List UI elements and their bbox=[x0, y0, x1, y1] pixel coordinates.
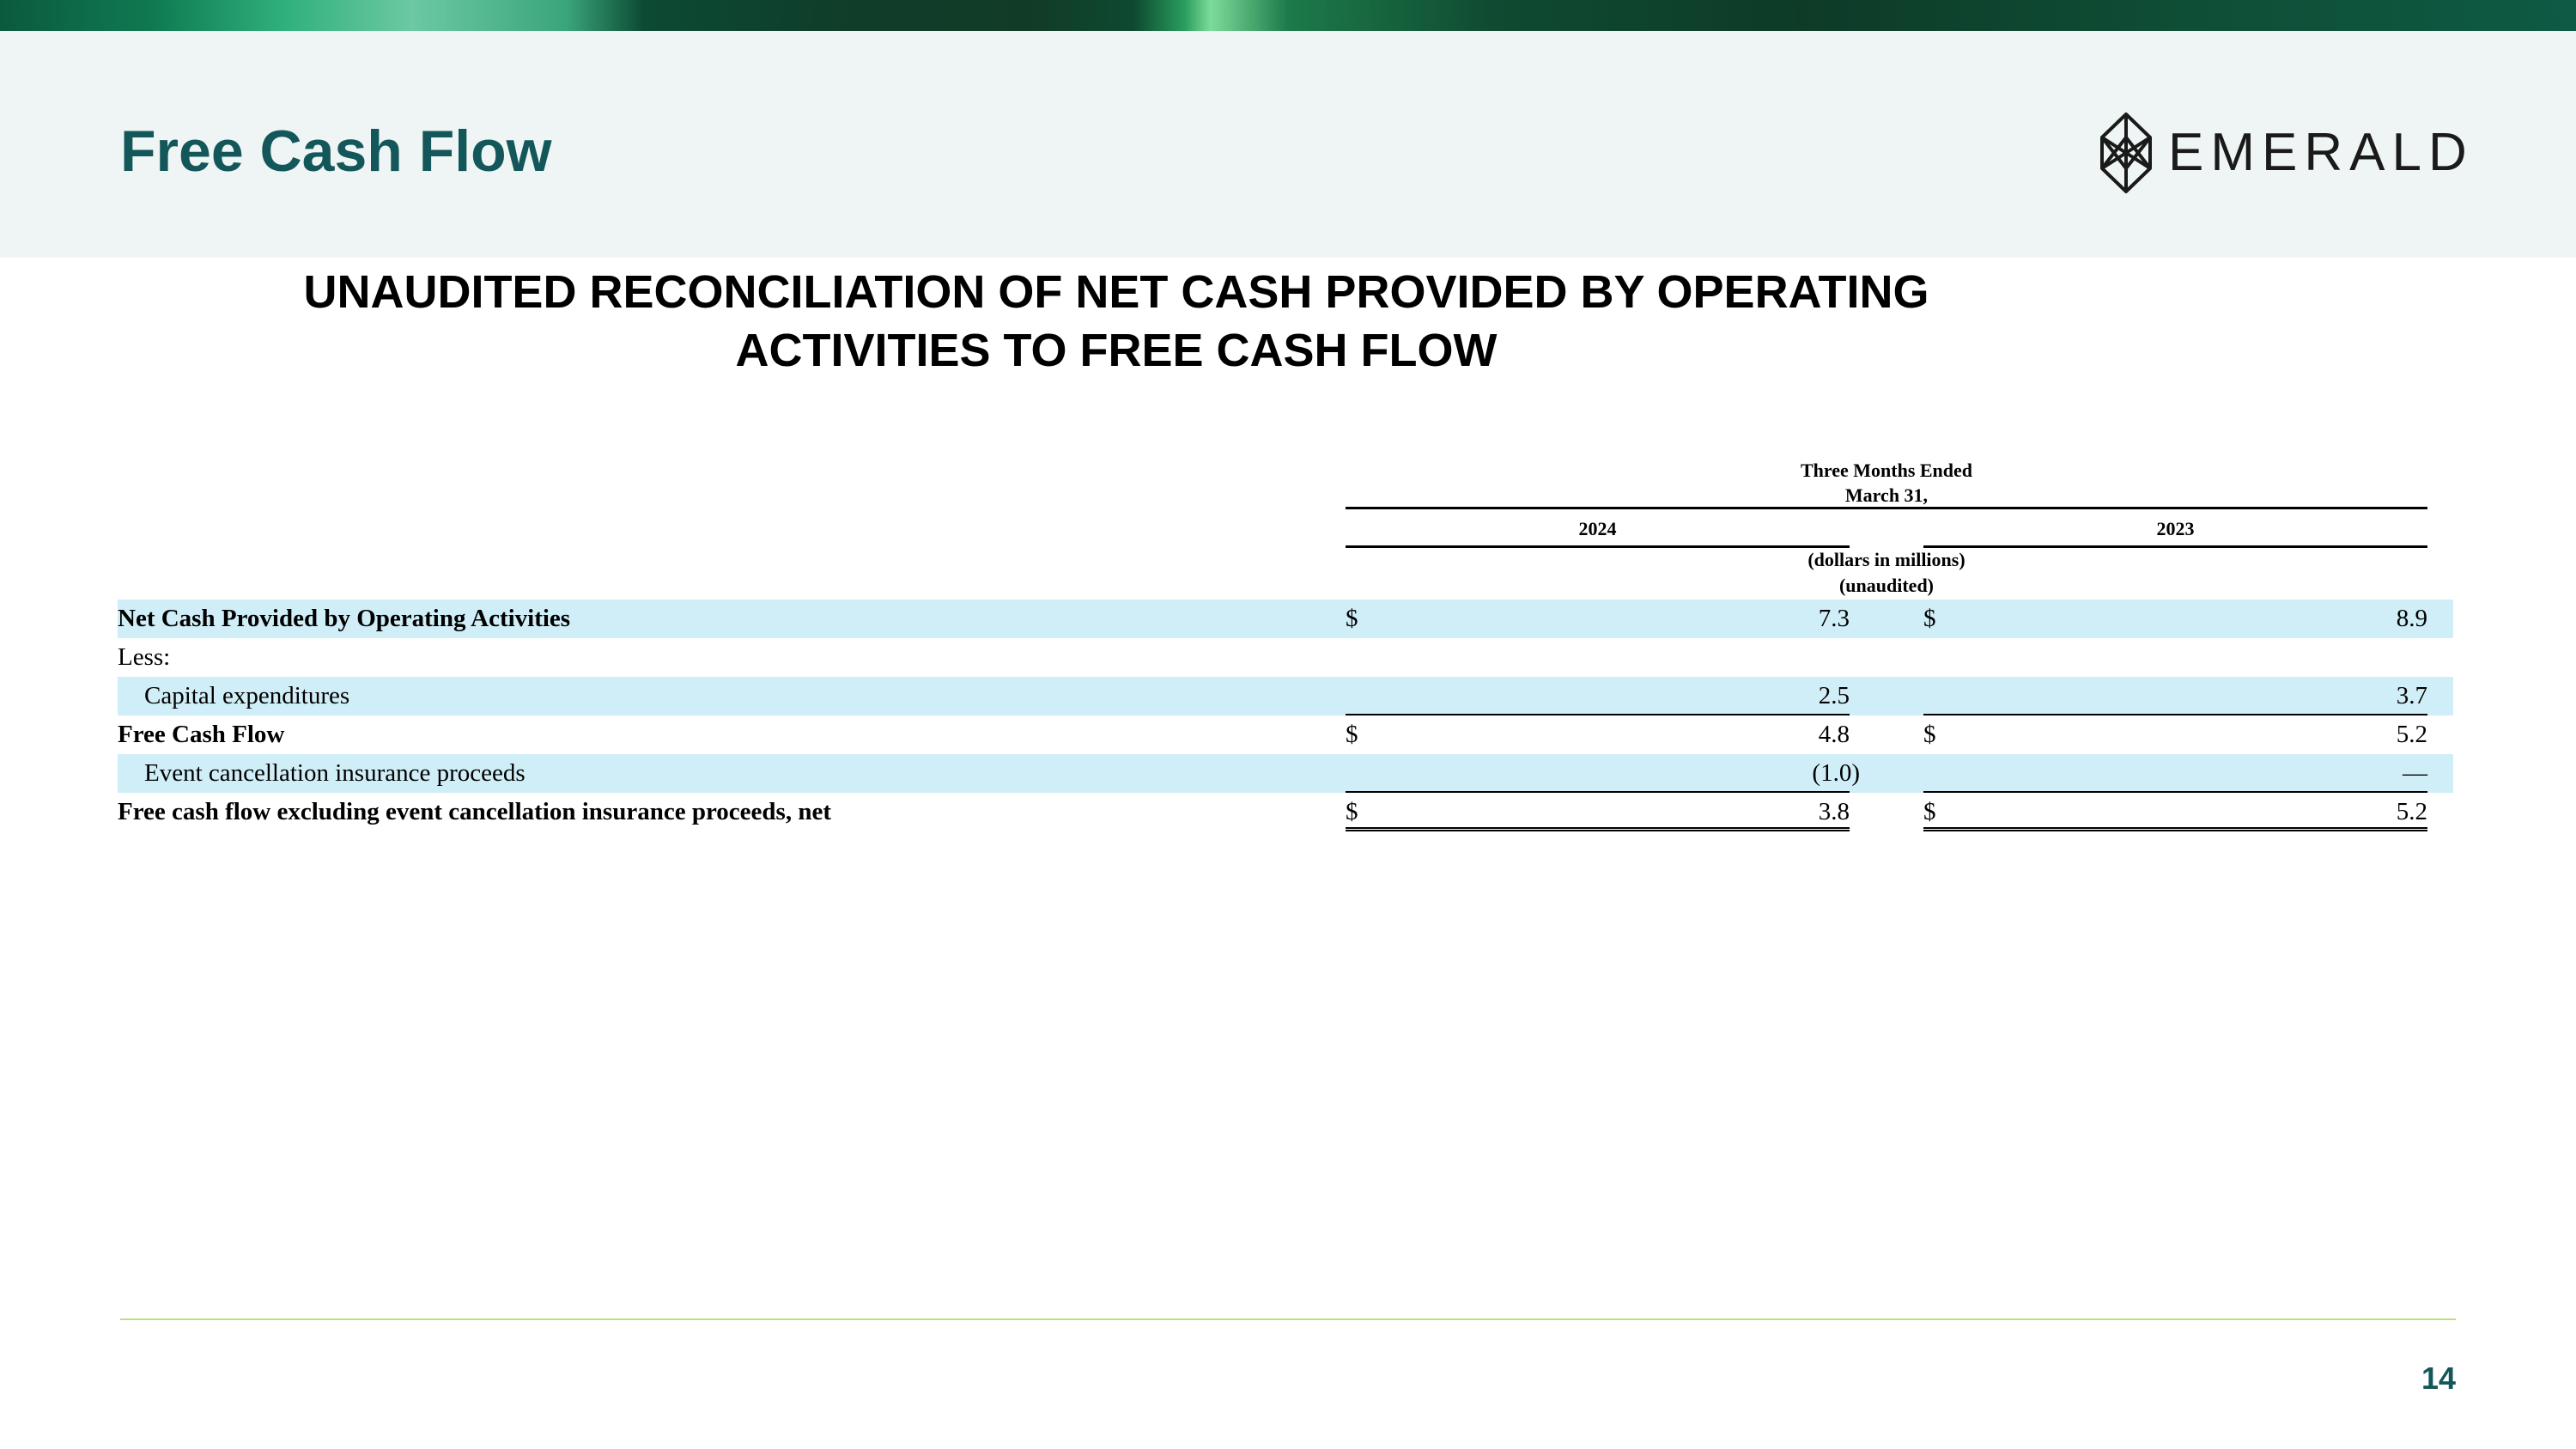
row-label: Free Cash Flow bbox=[118, 721, 285, 748]
table-row bbox=[118, 793, 2453, 831]
page-number: 14 bbox=[2421, 1361, 2456, 1396]
value-2023: — bbox=[2403, 759, 2427, 787]
period-label-1: Three Months Ended bbox=[1800, 460, 1973, 481]
total-double-rule-2024 bbox=[1346, 827, 1850, 831]
row-label: Net Cash Provided by Operating Activities bbox=[118, 605, 571, 632]
table-row bbox=[118, 638, 2453, 677]
value-2024: 4.8 bbox=[1818, 721, 1850, 748]
currency-symbol: $ bbox=[1923, 605, 1936, 632]
total-double-rule-2023 bbox=[1923, 827, 2427, 831]
table-row bbox=[118, 600, 2453, 638]
emerald-gem-icon bbox=[2099, 112, 2153, 194]
period-label-2: March 31, bbox=[1844, 484, 1929, 506]
row-label: Less: bbox=[118, 643, 171, 671]
value-2023: 8.9 bbox=[2396, 605, 2427, 632]
table-row bbox=[118, 754, 2453, 793]
table-row bbox=[118, 677, 2453, 715]
value-2023: 5.2 bbox=[2396, 721, 2427, 748]
value-2024: 2.5 bbox=[1818, 682, 1850, 709]
heading-line-2: ACTIVITIES TO FREE CASH FLOW bbox=[735, 325, 1498, 376]
top-gradient-bar bbox=[0, 0, 2576, 31]
period-rule bbox=[1346, 507, 2427, 509]
heading-line-1: UNAUDITED RECONCILIATION OF NET CASH PROVIDED BY OPERATING bbox=[303, 266, 1929, 318]
col-header-2024: 2024 bbox=[1578, 518, 1617, 539]
currency-symbol: $ bbox=[1346, 798, 1358, 825]
units-label-2: (unaudited) bbox=[1838, 575, 1935, 596]
row-label: Free cash flow excluding event cancellation insurance proceeds, net bbox=[118, 798, 831, 825]
units-label-1: (dollars in millions) bbox=[1807, 549, 1965, 570]
currency-symbol: $ bbox=[1346, 605, 1358, 632]
reconciliation-heading bbox=[258, 263, 1975, 380]
currency-symbol: $ bbox=[1346, 721, 1358, 748]
logo-wordmark: EMERALD bbox=[2168, 123, 2474, 182]
table-row bbox=[118, 715, 2453, 754]
value-2023: 3.7 bbox=[2396, 682, 2427, 709]
page-title: Free Cash Flow bbox=[120, 119, 552, 184]
value-2024: 3.8 bbox=[1818, 798, 1850, 825]
currency-symbol: $ bbox=[1923, 721, 1936, 748]
row-label: Capital expenditures bbox=[144, 682, 350, 709]
emerald-logo bbox=[2099, 110, 2474, 196]
value-2024: 7.3 bbox=[1818, 605, 1850, 632]
col-header-2023: 2023 bbox=[2156, 518, 2195, 539]
value-2023: 5.2 bbox=[2396, 798, 2427, 825]
currency-symbol: $ bbox=[1923, 798, 1936, 825]
row-label: Event cancellation insurance proceeds bbox=[144, 759, 526, 787]
footer-rule bbox=[120, 1318, 2456, 1320]
value-2024: (1.0) bbox=[1812, 759, 1860, 787]
